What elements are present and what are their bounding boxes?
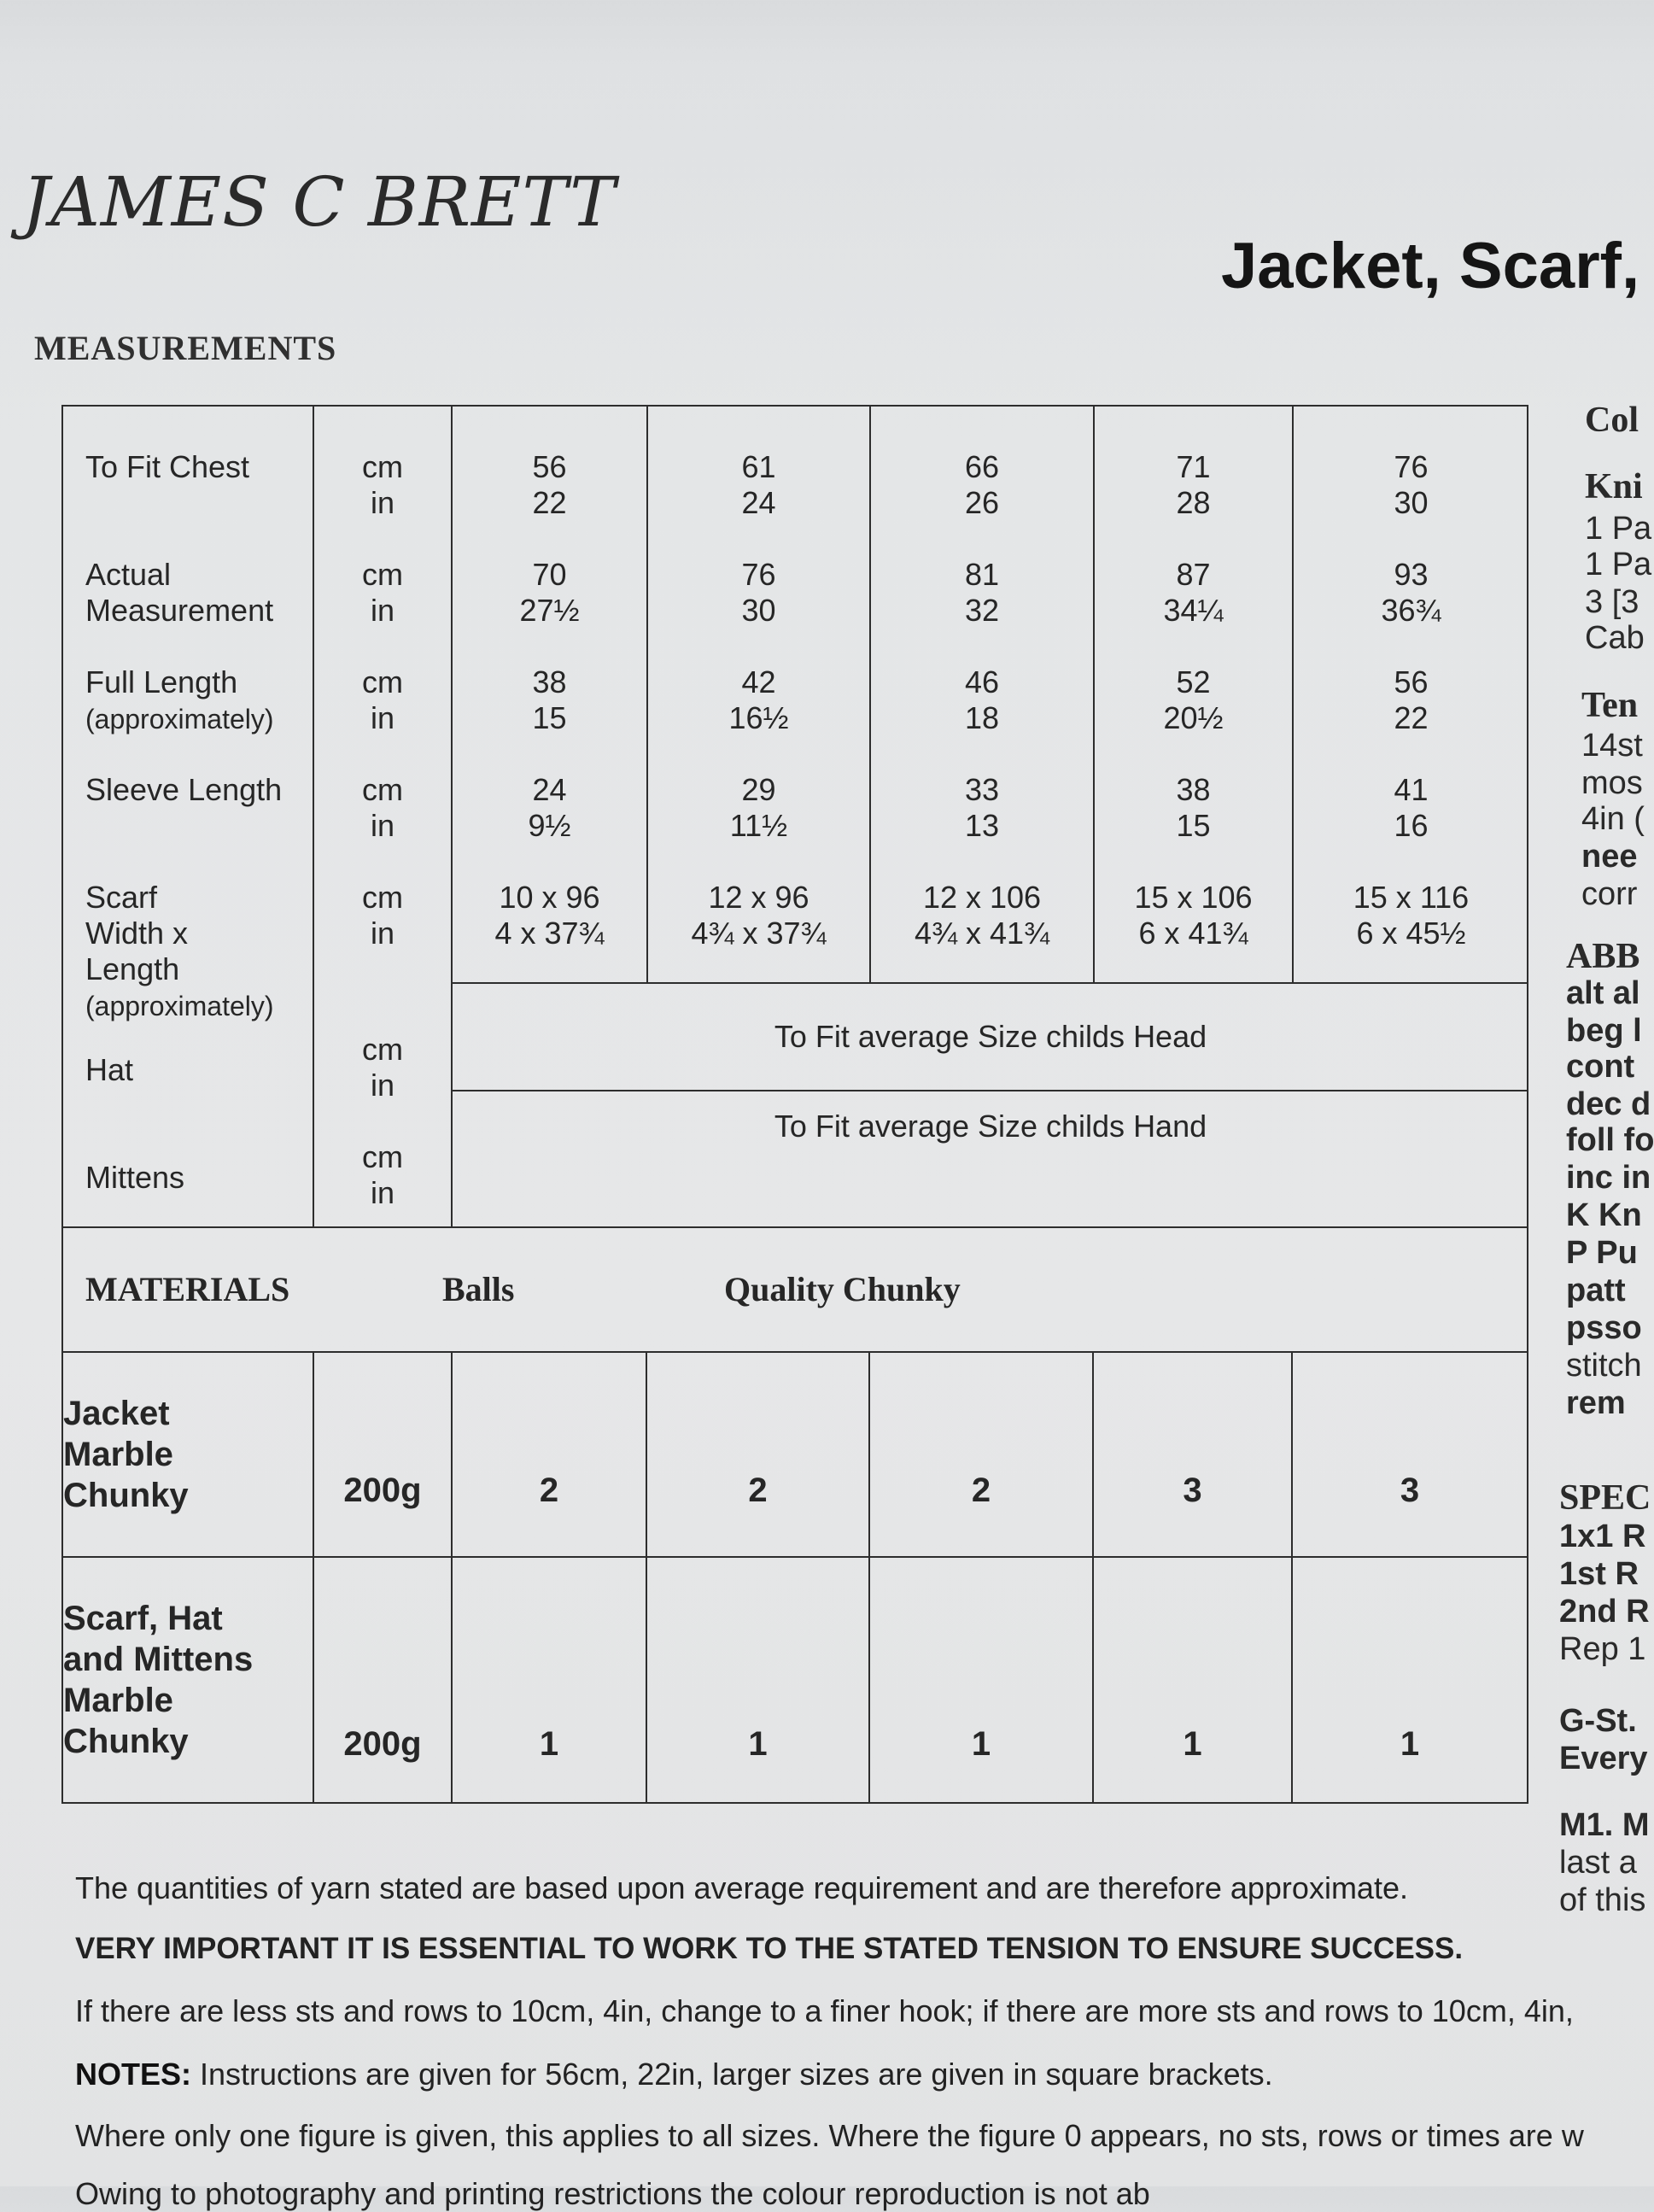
- side-line: 3 [3: [1585, 584, 1639, 620]
- measurement-rows: [62, 406, 1528, 1227]
- balls-size-1: 2: [452, 1352, 646, 1557]
- side-line: 1x1 R: [1559, 1519, 1646, 1554]
- balls-size-4: 3: [1093, 1352, 1292, 1557]
- brand-logo: JAMES C BRETT: [22, 162, 617, 242]
- one-figure-note: Where only one figure is given, this applies to all sizes. Where the figure 0 appears, no sts, rows or times are w: [75, 2118, 1584, 2153]
- side-line: 14st: [1581, 728, 1643, 764]
- row-label-hat: Hat: [85, 1052, 134, 1087]
- acc-balls-size-2: 1: [646, 1557, 869, 1803]
- quantities-note: The quantities of yarn stated are based upon average requirement and are therefore approximate.: [75, 1870, 1408, 1905]
- quality-label: Quality Chunky: [724, 1270, 961, 1308]
- size-notes: NOTES: Instructions are given for 56cm, 22in, larger sizes are given in square brackets.: [75, 2057, 1273, 2092]
- side-line: 1 Pa: [1585, 547, 1652, 582]
- side-line: Every: [1559, 1741, 1648, 1776]
- side-line: Cab: [1585, 620, 1645, 656]
- size-col-4: 71 28 87 34¼ 52 20½ 38 15 15 x 106 6 x 41¾: [1094, 407, 1293, 983]
- side-line: last a: [1559, 1845, 1637, 1881]
- yarn-label-jacket: Jacket Marble Chunky: [62, 1352, 313, 1557]
- side-special-heading: SPEC: [1559, 1478, 1651, 1518]
- side-line: mos: [1581, 765, 1643, 801]
- measurement-units-column: cm in cm in cm in cm in cm in cm in cm in: [313, 406, 452, 1227]
- side-line: P Pu: [1566, 1235, 1638, 1271]
- side-line: dec d: [1566, 1086, 1651, 1122]
- side-line: of this: [1559, 1882, 1646, 1918]
- balls-size-2: 2: [646, 1352, 869, 1557]
- side-line: beg l: [1566, 1013, 1642, 1049]
- side-line: stitch: [1566, 1348, 1642, 1384]
- row-label-actual: Actual Measurement: [85, 557, 274, 628]
- side-line: alt al: [1566, 975, 1640, 1011]
- pattern-title: Jacket, Scarf,: [1221, 230, 1640, 302]
- size-col-2: 61 24 76 30 42 16½ 29 11½ 12 x 96 4¾ x 37¾: [647, 407, 870, 983]
- side-line: K Kn: [1566, 1197, 1642, 1233]
- acc-balls-size-4: 1: [1093, 1557, 1292, 1803]
- side-line: patt: [1566, 1273, 1626, 1308]
- side-kni: Kni: [1585, 467, 1643, 506]
- side-tension-heading: Ten: [1581, 686, 1639, 725]
- materials-header-row: [62, 1227, 1528, 1352]
- acc-balls-size-3: 1: [869, 1557, 1093, 1803]
- materials-row-accessories: [62, 1557, 1528, 1803]
- row-label-full-length: Full Length (approximately): [85, 664, 274, 734]
- yarn-weight-jacket: 200g: [313, 1352, 452, 1557]
- side-abbrev-heading: ABB: [1566, 937, 1640, 976]
- row-label-scarf: Scarf Width x Length (approximately): [85, 880, 274, 1021]
- measurements-heading: MEASUREMENTS: [34, 329, 337, 367]
- owing-note: Owing to photography and printing restrictions the colour reproduction is not ab: [75, 2176, 1150, 2211]
- acc-balls-size-5: 1: [1292, 1557, 1528, 1803]
- side-line: G-St.: [1559, 1703, 1637, 1739]
- yarn-label-accessories: Scarf, Hat and Mittens Marble Chunky: [62, 1557, 313, 1803]
- balls-size-5: 3: [1292, 1352, 1528, 1557]
- materials-heading: MATERIALS: [85, 1270, 290, 1308]
- size-col-1: 56 22 70 27½ 38 15 24 9½ 10 x 96 4 x 37¾: [453, 407, 647, 983]
- side-line: cont: [1566, 1049, 1635, 1085]
- side-col-heading: Col: [1585, 401, 1639, 440]
- side-line: foll fo: [1566, 1122, 1654, 1158]
- side-line: rem: [1566, 1385, 1626, 1421]
- measurements-table: [61, 405, 1528, 1804]
- balls-size-3: 2: [869, 1352, 1093, 1557]
- size-col-5: 76 30 93 36¾ 56 22 41 16 15 x 116 6 x 45½: [1293, 407, 1528, 983]
- hat-fit-text: To Fit average Size childs Head: [453, 983, 1528, 1091]
- side-line: 2nd R: [1559, 1594, 1650, 1630]
- size-values-table: [453, 407, 1528, 1195]
- size-values-area: [452, 406, 1528, 1227]
- side-line: psso: [1566, 1310, 1642, 1346]
- row-label-chest: To Fit Chest: [85, 449, 250, 484]
- balls-label: Balls: [442, 1270, 515, 1308]
- side-line: inc in: [1566, 1160, 1651, 1196]
- measurement-labels-column: [62, 406, 313, 1227]
- tension-advice: If there are less sts and rows to 10cm, 4in, change to a finer hook; if there are more sts and rows to 10cm, 4in,: [75, 1993, 1574, 2028]
- acc-balls-size-1: 1: [452, 1557, 646, 1803]
- materials-row-jacket: [62, 1352, 1528, 1557]
- mittens-fit-text: To Fit average Size childs Hand: [453, 1091, 1528, 1195]
- side-line: M1. M: [1559, 1807, 1650, 1843]
- row-label-sleeve: Sleeve Length: [85, 772, 283, 807]
- side-line: nee: [1581, 839, 1638, 875]
- row-label-mittens: Mittens: [85, 1160, 185, 1195]
- side-line: 1 Pa: [1585, 511, 1652, 547]
- side-line: Rep 1: [1559, 1631, 1646, 1667]
- tension-warning: VERY IMPORTANT IT IS ESSENTIAL TO WORK TO THE STATED TENSION TO ENSURE SUCCESS.: [75, 1932, 1464, 1965]
- yarn-weight-accessories: 200g: [313, 1557, 452, 1803]
- side-line: corr: [1581, 876, 1638, 912]
- side-line: 4in (: [1581, 801, 1645, 837]
- size-col-3: 66 26 81 32 46 18 33 13 12 x 106 4¾ x 41¾: [870, 407, 1094, 983]
- side-line: 1st R: [1559, 1556, 1639, 1592]
